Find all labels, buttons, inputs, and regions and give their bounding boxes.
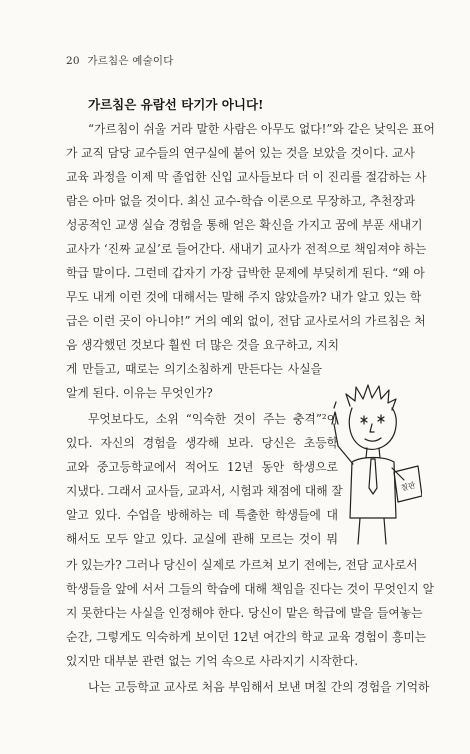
section-heading: 가르침은 유람선 타기가 아니다! xyxy=(88,97,264,112)
book-title: 가르침은 예술이다 xyxy=(87,55,174,67)
text-line: 음 생각했던 것보다 훨씬 더 많은 것을 요구하고, 지치 xyxy=(66,338,340,352)
text-line: 게 만들고, 때로는 의기소침하게 만든다는 사실을 xyxy=(66,362,322,376)
text-line: 무도 내게 이런 것에 대해서는 말해 주지 않았을까? 내가 알고 있는 학 xyxy=(66,290,422,304)
text-line: 교사가 ‘진짜 교실’로 들어간다. 새내기 교사가 전적으로 책임져야 하는 xyxy=(66,242,427,256)
text-line: 교육 과정을 이제 막 졸업한 신입 교사들보다 더 이 진리를 절감하는 사 xyxy=(66,170,427,184)
text-line: 지 못한다는 사실을 인정해야 한다. 당신이 맡은 학급에 발을 들여놓는 xyxy=(66,606,423,620)
text-line: 학급 말이다. 그런데 갑자기 가장 급박한 문제에 부딪히게 된다. “왜 아 xyxy=(66,266,425,280)
text-line: 순간, 그렇게도 익숙하게 보이던 12년 여간의 학교 교육 경험이 흥미는 xyxy=(66,630,427,644)
text-line: 람은 아마 없을 것이다. 최신 교수-학습 이론으로 무장하고, 추천장과 xyxy=(66,194,416,208)
text-line: 가 교직 담당 교수들의 연구실에 붙어 있는 것을 보았을 것이다. 교사 xyxy=(66,146,415,160)
text-line: 지냈다. 그래서 교사들, 교과서, 시험과 채점에 대해 잘 xyxy=(66,484,343,498)
text-line: 학생들을 앞에 서서 그들의 학습에 대해 책임을 진다는 것이 무엇인지 알 xyxy=(66,582,434,596)
text-line: 성공적인 교생 실습 경험을 통해 얻은 확신을 가지고 꿈에 부푼 새내기 xyxy=(66,218,423,232)
text-line: 가 있는가? 그러나 당신이 실제로 가르쳐 보기 전에는, 전담 교사로서 xyxy=(66,558,418,572)
text-line: 무엇보다도, 소위 “익숙한 것이 주는 충격”²이 xyxy=(88,412,338,426)
text-line: 나는 고등학교 교사로 처음 부임해서 보낸 며칠 간의 경험을 기억하 xyxy=(88,680,430,694)
sign-text: 칠판 xyxy=(400,480,417,493)
text-line: 알게 된다. 이유는 무엇인가? xyxy=(66,386,213,400)
text-line: 알고 있다. 수업을 방해하는 데 특출한 학생들에 대 xyxy=(66,508,338,522)
text-line: 있지만 대부분 관련 없는 기억 속으로 사라지기 시작한다. xyxy=(66,654,359,668)
page-number: 20 xyxy=(66,55,80,67)
text-line: “가르침이 쉬울 거라 말한 사람은 아무도 없다!”와 같은 낮익은 표어 xyxy=(88,122,435,136)
text-line: 있다. 자신의 경험을 생각해 보라. 당신은 초등학 xyxy=(66,436,338,450)
running-head xyxy=(66,53,174,68)
text-line: 해서도 모두 알고 있다. 교실에 관해 모르는 것이 뭐 xyxy=(66,532,338,546)
text-line: 교와 중고등학교에서 적어도 12년 동안 학생으로 xyxy=(66,460,338,474)
teacher-sketch-illustration xyxy=(322,368,422,548)
text-line: 급은 이런 곳이 아니야!” 거의 예외 없이, 전담 교사로서의 가르침은 처 xyxy=(66,314,426,328)
